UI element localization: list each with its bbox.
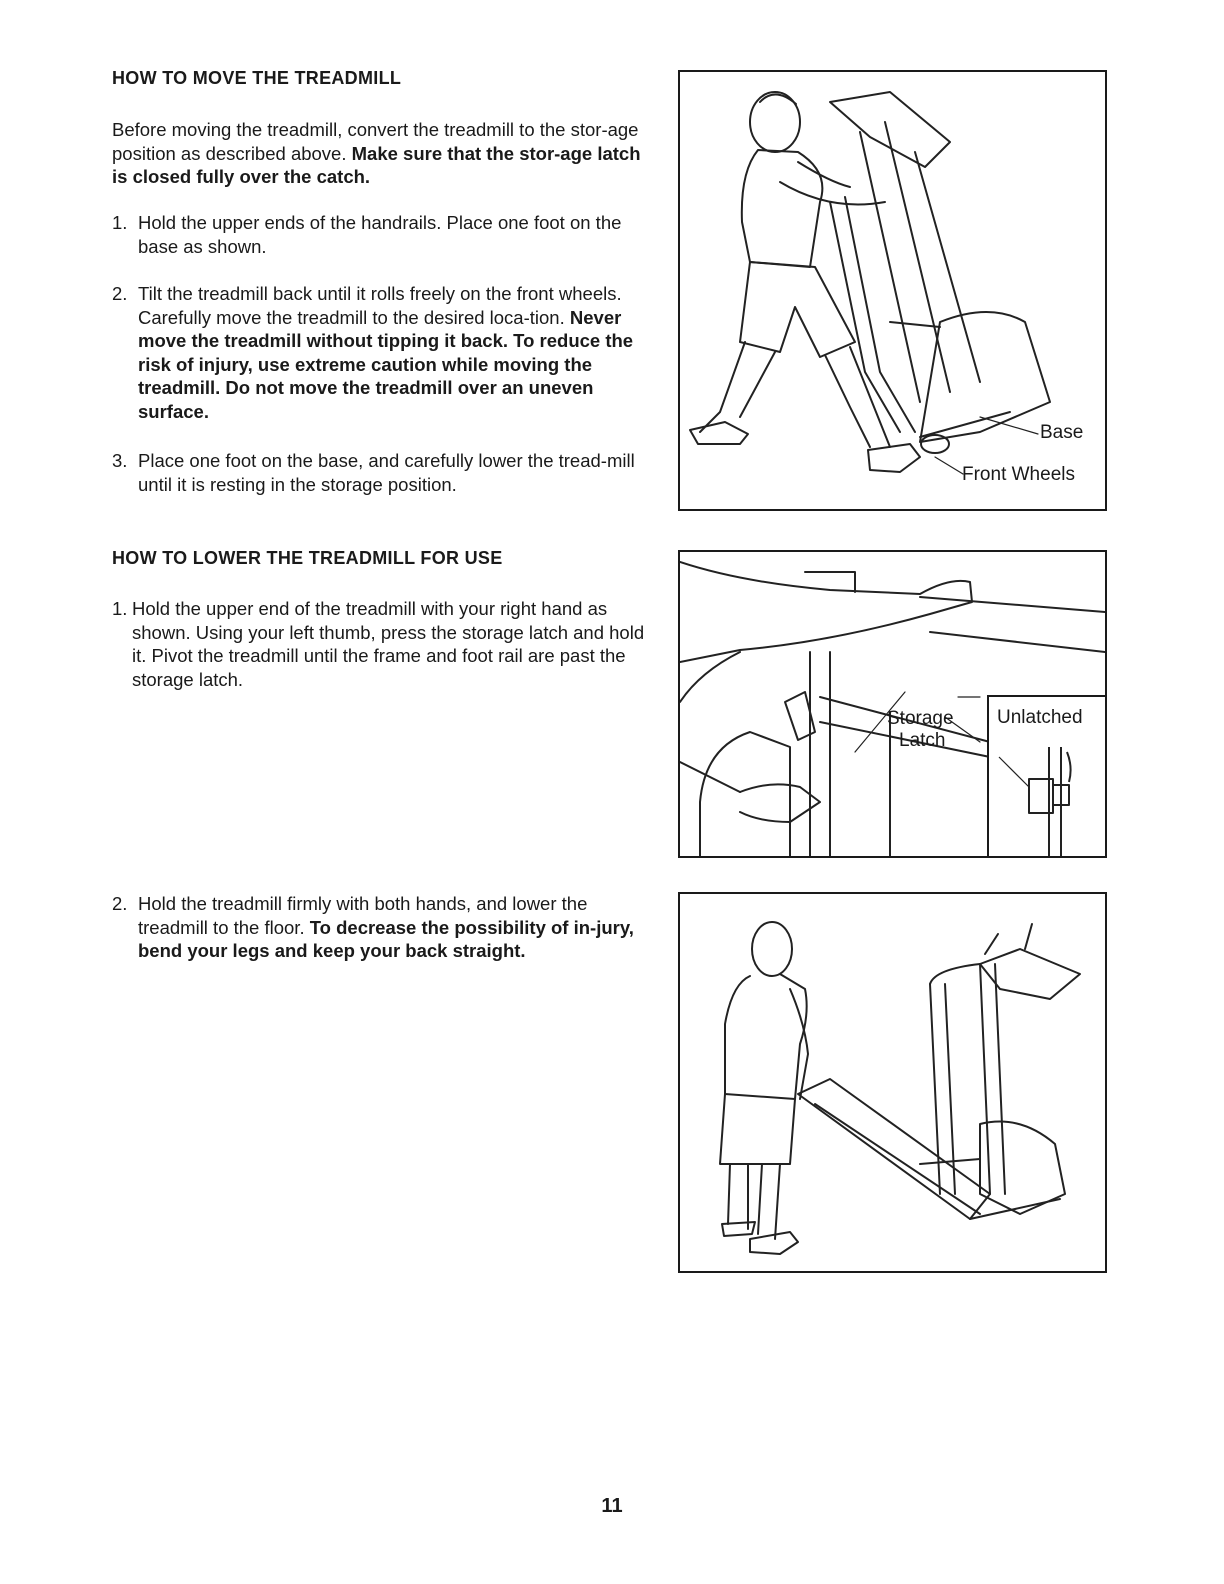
- label-unlatched: Unlatched: [997, 707, 1083, 728]
- figure-lowering-treadmill: [678, 892, 1107, 1273]
- step-number: 1.: [112, 212, 128, 233]
- step-number: 3.: [112, 450, 128, 471]
- illustration-unlatched-latch: [989, 697, 1107, 858]
- figure-moving-treadmill: [678, 70, 1107, 511]
- intro-warning: Make sure that the stor-age latch is closed fully over the catch.: [112, 142, 641, 187]
- section-heading-lower: HOW TO LOWER THE TREADMILL FOR USE: [112, 548, 503, 568]
- illustration-man-lowering-treadmill: [680, 894, 1107, 1273]
- label-base: Base: [1040, 422, 1084, 443]
- step-warning: Never move the treadmill without tipping it back. To reduce the risk of injury, use extreme caution while moving the treadmill. Do not move the treadmill over an uneven surface.: [138, 306, 634, 422]
- step-warning: To decrease the possibility of in-jury, bend your legs and keep your back straight.: [138, 916, 634, 961]
- figure-storage-latch: [678, 550, 1107, 858]
- move-step-2: [112, 282, 652, 423]
- step-number: 1.: [112, 598, 128, 619]
- page-number: 11: [601, 1495, 623, 1517]
- lower-step-1: [112, 597, 652, 691]
- inset-unlatched: [987, 695, 1107, 858]
- step-number: 2.: [112, 893, 128, 914]
- label-latch: Latch: [899, 730, 946, 751]
- step-number: 2.: [112, 283, 128, 304]
- move-step-1: [112, 211, 652, 258]
- step-text: Hold the upper end of the treadmill with your right hand as shown. Using your left thumb, press the storage latch and hold it. Pivot the treadmill until the frame and foot rail are past the storage latch.: [132, 598, 645, 690]
- illustration-man-tilting-treadmill: [680, 72, 1107, 511]
- label-front-wheels: Front Wheels: [962, 464, 1075, 485]
- step-text: Tilt the treadmill back until it rolls freely on the front wheels. Carefully move the treadmill to the desired loca-tion.: [138, 283, 622, 328]
- intro-text: Before moving the treadmill, convert the treadmill to the stor-age position as described above.: [112, 119, 639, 164]
- step-text: Place one foot on the base, and carefully lower the tread-mill until it is resting in the storage position.: [138, 450, 635, 495]
- section-heading-move: HOW TO MOVE THE TREADMILL: [112, 68, 402, 88]
- label-storage: Storage: [887, 708, 954, 729]
- step-text: Hold the upper ends of the handrails. Place one foot on the base as shown.: [138, 212, 622, 257]
- move-step-3: [112, 449, 652, 496]
- intro-paragraph: [112, 118, 652, 189]
- lower-step-2: [112, 892, 652, 963]
- step-text: Hold the treadmill firmly with both hands, and lower the treadmill to the floor.: [138, 893, 588, 938]
